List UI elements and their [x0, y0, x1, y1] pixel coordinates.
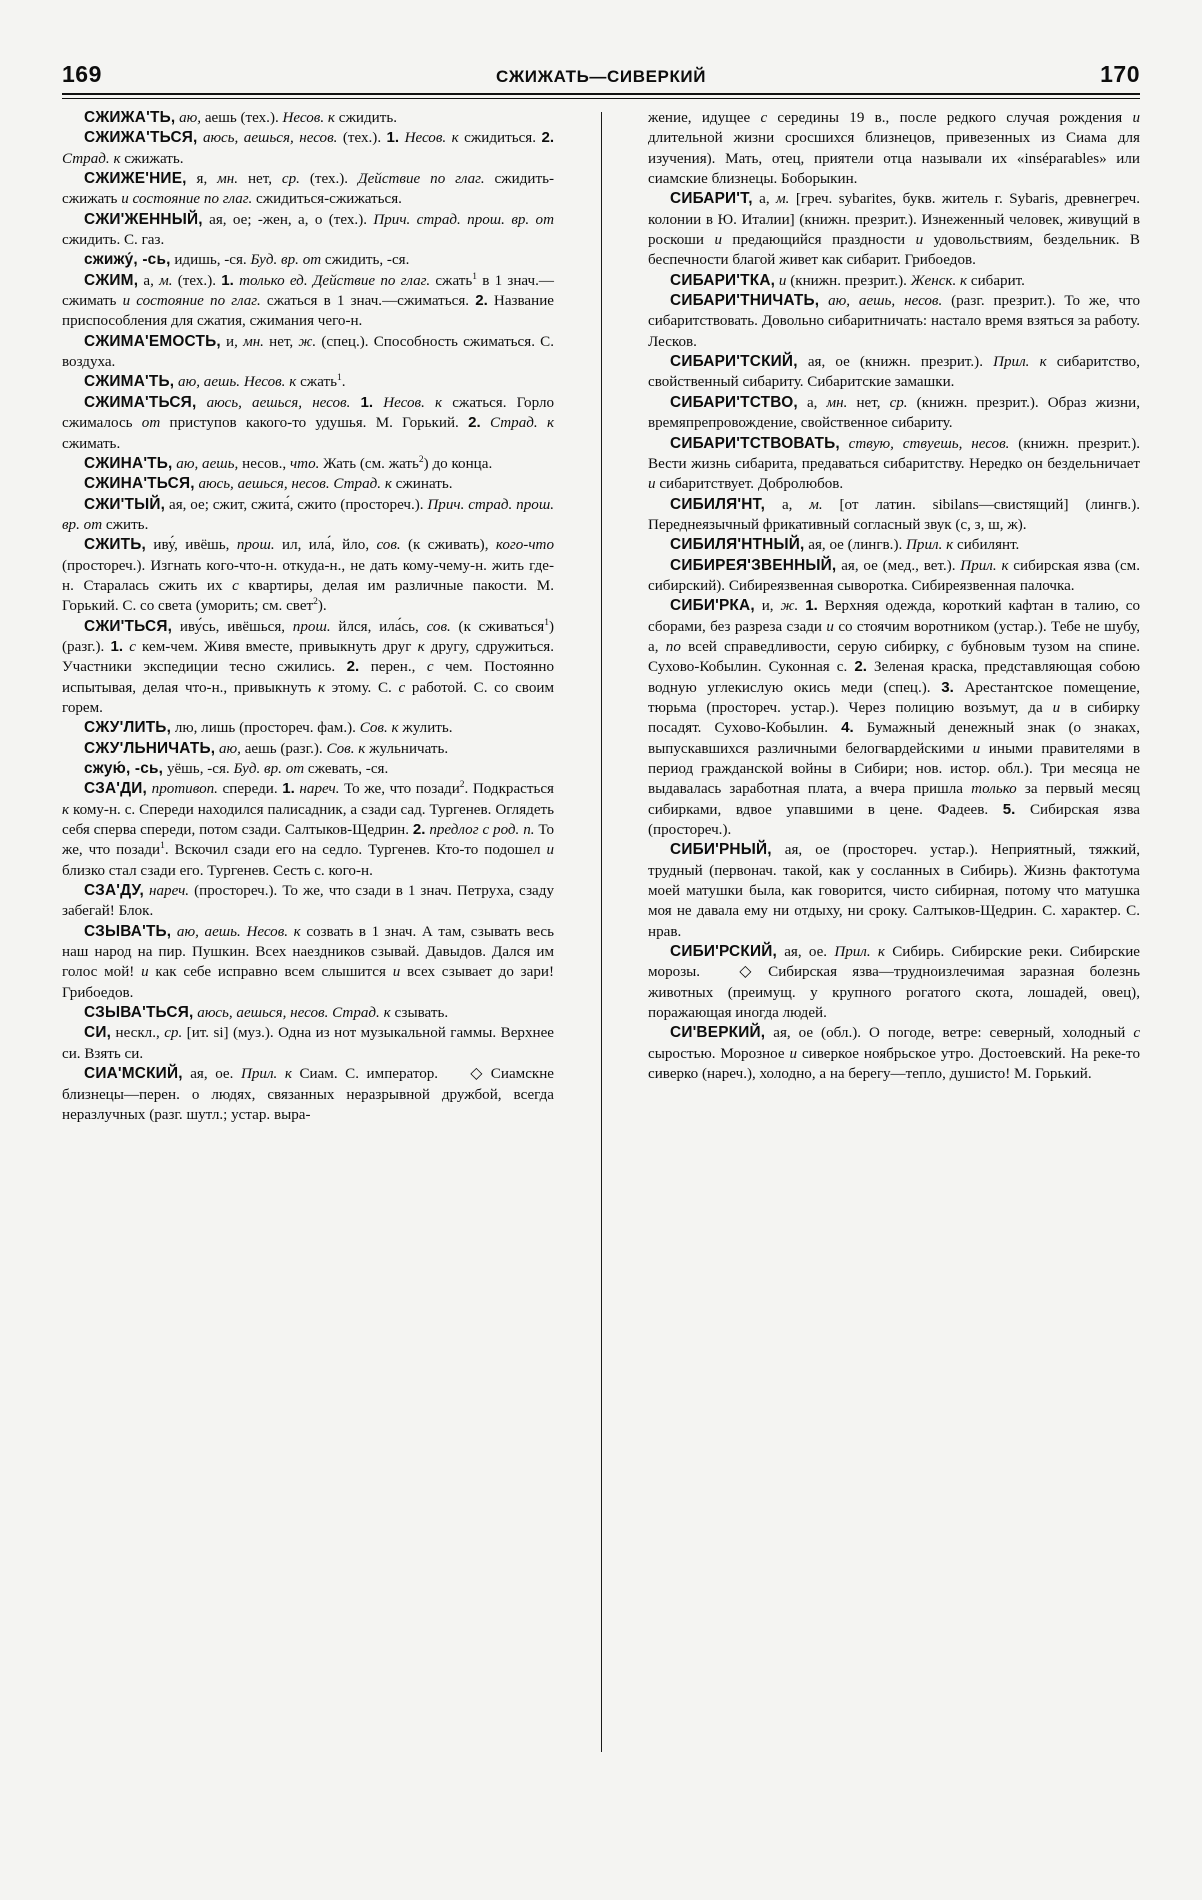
dictionary-entry: [62, 535, 554, 616]
entry-headword: СЖИЖА'ТЬСЯ,: [84, 129, 198, 147]
entry-definition: аюсь, аешься, несов. Страд. к сзывать.: [197, 1005, 449, 1022]
entry-definition: иву́, ивёшь, прош. ил, ила́, йло, сов. (к сживать), кого-что (простореч.). Изгнать кого-что-н. откуда-н., не дать кому-чему-н. жить где-н. Старалась сжить их с квартиры, делая им различные пакости. М. Горький. С. со света (уморить; см. свет$^2$).: [62, 537, 555, 615]
entry-definition: лю, лишь (простореч. фам.). Сов. к жулить.: [174, 720, 453, 737]
entry-headword: СИБАРИ'ТСТВО,: [670, 393, 798, 411]
entry-definition: а, м. [от латин. sibilans—свистящий] (лингв.). Переднеязычный фрикативный согласный звук (с, з, ш, ж).: [648, 496, 1140, 533]
dictionary-entry: [648, 434, 1140, 495]
dictionary-entry: [648, 393, 1140, 434]
entry-headword: СЖИМ,: [84, 271, 139, 289]
dictionary-entry: [648, 271, 1140, 291]
entry-definition: я, мн. нет, ср. (тех.). Действие по глаг. сжидить-сжижать и состояние по глаг. сжидиться-сжижаться.: [62, 171, 554, 208]
entry-headword: СИБАРИ'ТСТВОВАТЬ,: [670, 434, 840, 452]
dictionary-entry: [62, 495, 554, 536]
entry-definition: ая, ое (книжн. презрит.). Прил. к сибаритство, свойственный сибариту. Сибаритские замашки.: [648, 354, 1141, 391]
entry-definition: ая, ое. Прил. к Сибирь. Сибирские реки. Сибирские морозы. ◇ Сибирская язва—трудноизлечимая заразная болезнь животных (преимущ. у крупного рогатого скота, лошадей, овец), поражающая иногда людей.: [648, 944, 1140, 1022]
header-rule: [62, 93, 1140, 100]
entry-headword: СЖИНА'ТЬСЯ,: [84, 475, 195, 493]
dictionary-entry: [62, 881, 554, 922]
entry-headword: СЖУ'ЛЬНИЧАТЬ,: [84, 739, 216, 757]
entry-headword: СЖИМА'ТЬ,: [84, 373, 175, 391]
column-left: [62, 108, 554, 1125]
entry-headword: СИБАРИ'ТКА,: [670, 271, 776, 289]
entry-definition: а, мн. нет, ср. (книжн. презрит.). Образ жизни, времяпрепровождение, свойственное сибариту.: [648, 394, 1140, 432]
dictionary-entry: [648, 556, 1140, 597]
entry-definition: а, м. [греч. sybarites, букв. житель г. Sybaris, древнегреч. колонии в Ю. Италии] (книжн. презрит.). Изнеженный человек, живущий в роскоши и предающийся праздности и удовольствиям, бездельник. В беспечности благой живет как сибарит. Грибоедов.: [648, 191, 1141, 269]
entry-definition: и, ж. 1. Верхняя одежда, короткий кафтан в талию, со сборами, без разреза сзади и со стоячим воротником (устар.). Тебе не шубу, а, по всей справедливости, серую сибирку, с бубновым тузом на спине. Сухово-Кобылин. Суконная с. 2. Зеленая краска, представляющая собою водную углекислую окись меди (спец.). 3. Арестантское помещение, тюрьма (простореч. устар.). Через полицию возъмут, да и в сибирку посадят. Сухово-Кобылин. 4. Бумажный денежный знак (о знаках, выпускавшихся различными белогвардейскими и иными правителями в период гражданской войны в Сибири; нов. истор. обл.). Три месяца не выдавалась заработная плата, а вчера пришла только за первый месяц сибирками, вдвое упавшими в цене. Фадеев. 5. Сибирская язва (простореч.).: [648, 597, 1141, 839]
running-head: [62, 52, 1140, 86]
entry-headword: СИБАРИ'ТНИЧАТЬ,: [670, 292, 820, 310]
entry-headword: СЖИЖЕ'НИЕ,: [84, 170, 187, 188]
dictionary-entry: [648, 352, 1140, 393]
dictionary-entry: [62, 1064, 554, 1125]
entry-headword: СЖИМА'ТЬСЯ,: [84, 393, 197, 411]
dictionary-entry: [62, 454, 554, 474]
entry-headword: СИБИРЕЯ'ЗВЕННЫЙ,: [670, 556, 837, 574]
dictionary-entry: [62, 1003, 554, 1023]
entry-headword: СЖИТЬ,: [84, 536, 147, 554]
dictionary-entry: [62, 474, 554, 494]
column-divider-rule: [601, 112, 602, 1752]
entry-definition: ая, ое (лингв.). Прил. к сибилянт.: [808, 537, 1020, 554]
dictionary-entry: [62, 1023, 554, 1064]
dictionary-entry: [648, 1023, 1140, 1084]
dictionary-entry: [648, 108, 1140, 189]
dictionary-entry: [62, 779, 554, 881]
page-title: СЖИЖАТЬ—СИВЕРКИЙ: [495, 67, 707, 86]
diamond-icon: ◇: [469, 1065, 483, 1083]
dictionary-entry: [62, 332, 554, 373]
dictionary-entry: [648, 596, 1140, 840]
dictionary-entry: [648, 291, 1140, 352]
entry-headword: СИБИ'РКА,: [670, 597, 755, 615]
entry-headword: СИБИ'РСКИЙ,: [670, 943, 777, 961]
entry-headword: СИ,: [84, 1024, 112, 1042]
folio-left: 169: [62, 61, 102, 87]
entry-definition: уёшь, -ся. Буд. вр. от сжевать, -ся.: [166, 761, 389, 777]
entry-definition: ая, ое (обл.). О погоде, ветре: северный, холодный с сыростью. Морозное и сиверкое ноябрьское утро. Достоевский. На реке-то сиверко (нареч.), холодно, а на берегу—тепло, душисто! М. Горький.: [648, 1025, 1141, 1083]
entry-definition: ствую, ствуешь, несов. (книжн. презрит.). Вести жизнь сибарита, предаваться сибаритству. Нередко он бездельничает и сибаритствует. Добролюбов.: [648, 435, 1141, 493]
entry-definition: аю, аешь (тех.). Несов. к сжидить.: [179, 110, 397, 126]
entry-definition: аюсь, аешься, несов. 1. Несов. к сжаться. Горло сжималось от приступов какого-то удушья. М. Горький. 2. Страд. к сжимать.: [62, 393, 555, 452]
entry-definition: нареч. (простореч.). То же, что сзади в 1 знач. Петруха, сзаду забегай! Блок.: [62, 883, 554, 920]
diamond-icon: ◇: [739, 964, 752, 981]
entry-definition: ая, ое; -жен, а, о (тех.). Прич. страд. прош. вр. от сжидить. С. газ.: [62, 211, 554, 249]
entry-headword: сжижу́, -сь,: [84, 251, 171, 269]
entry-headword: СИА'МСКИЙ,: [84, 1065, 183, 1083]
entry-definition: аюсь, аешься, несов. (тех.). 1. Несов. к сжидиться. 2. Страд. к сжижать.: [62, 129, 555, 167]
entry-headword: СЗЫВА'ТЬСЯ,: [84, 1004, 194, 1022]
dictionary-entry: [648, 840, 1140, 942]
entry-definition: идишь, -ся. Буд. вр. от сжидить, -ся.: [174, 252, 410, 269]
entry-definition: аю, аешь. Несов. к созвать в 1 знач. А там, сзывать весь наш народ на пир. Пушкин. Всех наездников сзывай. Давыдов. Дался им голос мой! и как себе исправно всем слышится и всех сзывает до зари! Грибоедов.: [62, 923, 555, 1001]
dictionary-entry: [62, 250, 554, 270]
header-rule-thick: [62, 93, 1140, 95]
entry-headword: СИБАРИ'Т,: [670, 190, 753, 208]
entry-definition: аюсь, аешься, несов. Страд. к сжинать.: [198, 476, 453, 493]
entry-definition: и (книжн. презрит.). Женск. к сибарит.: [778, 272, 1025, 289]
dictionary-entry: [62, 271, 554, 332]
entry-headword: СИ'ВЕРКИЙ,: [670, 1024, 766, 1042]
dictionary-entry: [62, 739, 554, 759]
entry-headword: СЗЫВА'ТЬ,: [84, 922, 172, 940]
dictionary-entry: [648, 495, 1140, 536]
entry-definition: ая, ое (простореч. устар.). Неприятный, тяжкий, трудный (первонач. такой, как у сосланных в Сибирь). Жизнь фактотума моей матушки была, как говорится, чисто сибирная, потому что матушка моя не давала ему ни отдыху, ни сроку. Салтыков-Щедрин. С. характер. С. нрав.: [648, 842, 1140, 940]
entry-headword: СЖИМА'ЕМОСТЬ,: [84, 332, 221, 350]
entry-definition: аю, аешь. Несов. к сжать$^1$.: [178, 373, 346, 391]
entry-definition: ая, ое; сжит, сжита́, сжито (простореч.). Прич. страд. прош. вр. от сжить.: [62, 496, 554, 533]
entry-definition: ая, ое. Прил. к Сиам. С. император. ◇ Сиамскне близнецы—перен. о людях, связанных неразрывной дружбой, всегда неразлучных (разг. шутл.; устар. выра-: [62, 1066, 554, 1123]
dictionary-entry: [62, 922, 554, 1003]
entry-definition: нескл., ср. [ит. si] (муз.). Одна из нот музыкальной гаммы. Верхнее си. Взять си.: [62, 1025, 554, 1062]
dictionary-entry: [62, 108, 554, 128]
entry-headword: СЖИЖА'ТЬ,: [84, 109, 176, 126]
entry-headword: СИБИ'РНЫЙ,: [670, 841, 772, 859]
entry-definition: противоп. спереди. 1. нареч. То же, что позади$^2$. Подкрасться к кому-н. с. Спереди находился палисадник, а сзади сад. Тургенев. Оглядеть себя сперва спереди, потом сзади. Салтыков-Щедрин. 2. предлог с род. п. То же, что позади$^1$. Вскочил сзади его на седло. Тургенев. Кто-то подошел и близко стал сзади его. Тургенев. Сесть с. кого-н.: [62, 780, 555, 879]
entry-definition: аю, аешь, несов., что. Жать (см. жать$^2$) до конца.: [176, 454, 493, 472]
entry-headword: сжую́, -сь,: [84, 760, 164, 777]
dictionary-entry: [62, 128, 554, 169]
dictionary-entry: [62, 210, 554, 251]
entry-headword: СЖИ'ТЫЙ,: [84, 495, 166, 513]
entry-definition: аю, аешь (разг.). Сов. к жульничать.: [218, 740, 449, 757]
column-right: [648, 108, 1140, 1125]
dictionary-entry: [62, 759, 554, 779]
dictionary-entry: [62, 718, 554, 738]
entry-headword: СЖИ'ТЬСЯ,: [84, 617, 173, 635]
entry-definition: ая, ое (мед., вет.). Прил. к сибирская язва (см. сибирский). Сибиреязвенная сыворотка. Сибиреязвенная палочка.: [648, 557, 1140, 594]
entry-definition: аю, аешь, несов. (разг. презрит.). То же, что сибаритствовать. Довольно сибаритничать: настало время взяться за работу. Лесков.: [648, 293, 1140, 350]
entry-headword: СЗА'ДУ,: [84, 882, 144, 900]
header-rule-thin: [62, 98, 1140, 99]
entry-headword: СЖИНА'ТЬ,: [84, 454, 173, 472]
entry-definition: жение, идущее с середины 19 в., после редкого случая рождения и длительной жизни сросшихся близнецов, привезенных из Сиама для изучения). Мать, отец, приятели отца называли их «inséparables» или сиамские близнецы. Боборыкин.: [648, 110, 1141, 188]
entry-headword: СЗА'ДИ,: [84, 780, 148, 798]
entry-headword: СИБИЛЯ'НТ,: [670, 495, 766, 513]
dictionary-entry: [62, 372, 554, 392]
entry-definition: а, м. (тех.). 1. только ед. Действие по глаг. сжать$^1$ в 1 знач.—сжимать и состояние по глаг. сжаться в 1 знач.—сжиматься. 2. Название приспособления для сжатия, сжимания чего-н.: [62, 271, 554, 330]
body-columns: [62, 108, 1140, 1125]
entry-headword: СИБАРИ'ТСКИЙ,: [670, 353, 798, 371]
entry-definition: иву́сь, ивёшься, прош. йлся, ила́сь, сов. (к сживаться$^1$) (разг.). 1. с кем-чем. Живя вместе, привыкнуть друг к другу, сдружиться. Участники экспедиции тесно сжились. 2. перен., с чем. Постоянно испытывая, делая что-н., привыкнуть к этому. С. с работой. С. со своим горем.: [62, 617, 555, 716]
dictionary-entry: [648, 189, 1140, 270]
dictionary-entry: [62, 169, 554, 210]
column-gutter: [554, 108, 648, 1125]
dictionary-entry: [62, 393, 554, 454]
dictionary-entry: [62, 617, 554, 719]
entry-headword: СЖИ'ЖЕННЫЙ,: [84, 210, 203, 228]
dictionary-entry: [648, 942, 1140, 1023]
entry-headword: СЖУ'ЛИТЬ,: [84, 719, 172, 737]
folio-right: 170: [1100, 61, 1140, 87]
dictionary-entry: [648, 535, 1140, 555]
entry-definition: и, мн. нет, ж. (спец.). Способность сжиматься. С. воздуха.: [62, 333, 555, 371]
entry-headword: СИБИЛЯ'НТНЫЙ,: [670, 536, 805, 554]
